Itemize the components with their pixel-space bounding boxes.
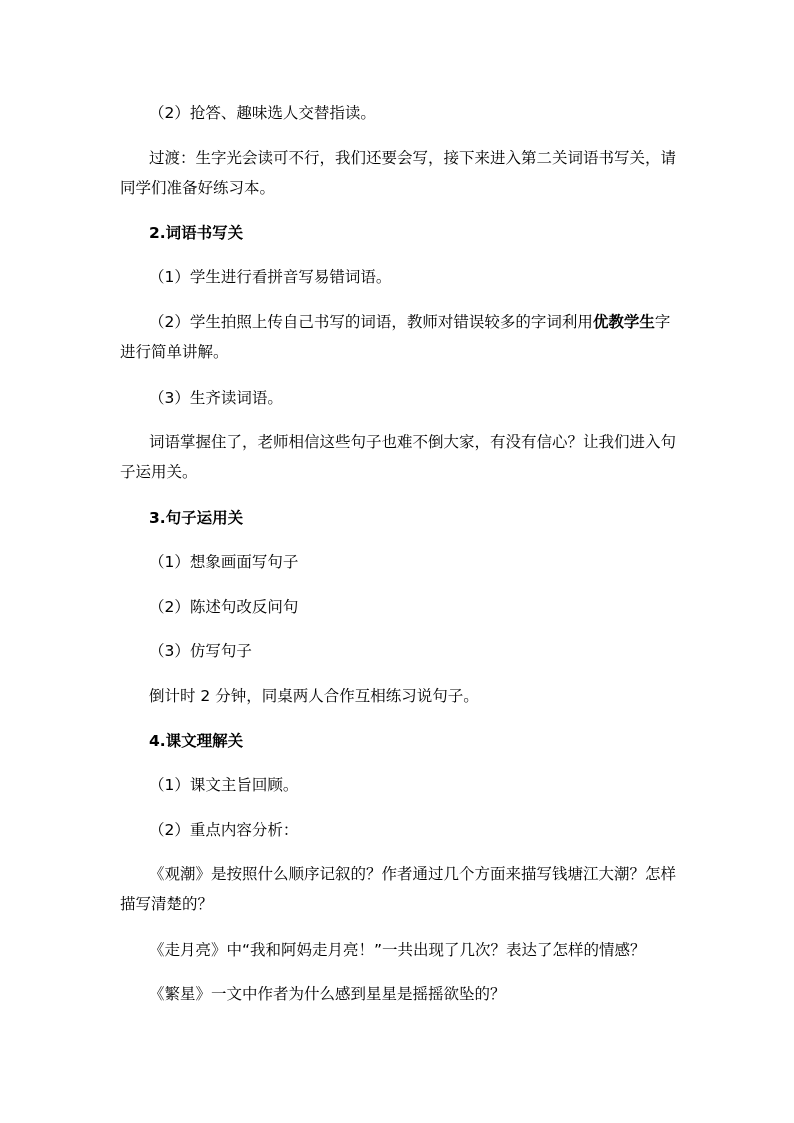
photo-upload-text-1: （2）学生拍照上传自己书写的词语，教师对错误较多的字词利用 bbox=[149, 313, 593, 331]
heading-sentence-use: 3.句子运用关 bbox=[149, 509, 244, 527]
paragraph-imagine-write: （1）想象画面写句子 bbox=[149, 553, 299, 571]
paragraph-rhetorical-question: （2）陈述句改反问句 bbox=[149, 598, 299, 616]
paragraph-imitate-sentence: （3）仿写句子 bbox=[149, 642, 252, 660]
youjiao-highlight: 优教学生 bbox=[592, 313, 655, 331]
paragraph-theme-review: （1）课文主旨回顾。 bbox=[149, 776, 299, 794]
paragraph-guanchao-question: 《观潮》是按照什么顺序记叙的？作者通过几个方面来描写钱塘江大潮？怎样描写清楚的？ bbox=[120, 865, 677, 913]
paragraph-transition-sentences: 词语掌握住了，老师相信这些句子也难不倒大家，有没有信心？让我们进入句子运用关。 bbox=[120, 433, 677, 481]
heading-text-understanding: 4.课文理解关 bbox=[149, 732, 244, 750]
paragraph-photo-upload bbox=[120, 307, 680, 367]
paragraph-countdown: 倒计时 2 分钟，同桌两人合作互相练习说句子。 bbox=[149, 687, 479, 705]
paragraph-transition-writing: 过渡：生字光会读可不行，我们还要会写，接下来进入第二关词语书写关，请同学们准备好练习本。 bbox=[120, 149, 677, 197]
paragraph-zouyueliang-question: 《走月亮》中“我和阿妈走月亮！”一共出现了几次？表达了怎样的情感？ bbox=[149, 941, 646, 959]
photo-upload-text-2: 字进行简单讲解。 bbox=[120, 313, 671, 361]
paragraph-pinyin-writing: （1）学生进行看拼音写易错词语。 bbox=[149, 268, 392, 286]
paragraph-read-words: （3）生齐读词语。 bbox=[149, 389, 283, 407]
paragraph-fanxing-question: 《繁星》一文中作者为什么感到星星是摇摇欲坠的？ bbox=[149, 985, 506, 1003]
heading-word-writing: 2.词语书写关 bbox=[149, 224, 244, 242]
paragraph-reading-method: （2）抢答、趣味选人交替指读。 bbox=[149, 104, 376, 122]
paragraph-key-analysis: （2）重点内容分析： bbox=[149, 821, 299, 839]
